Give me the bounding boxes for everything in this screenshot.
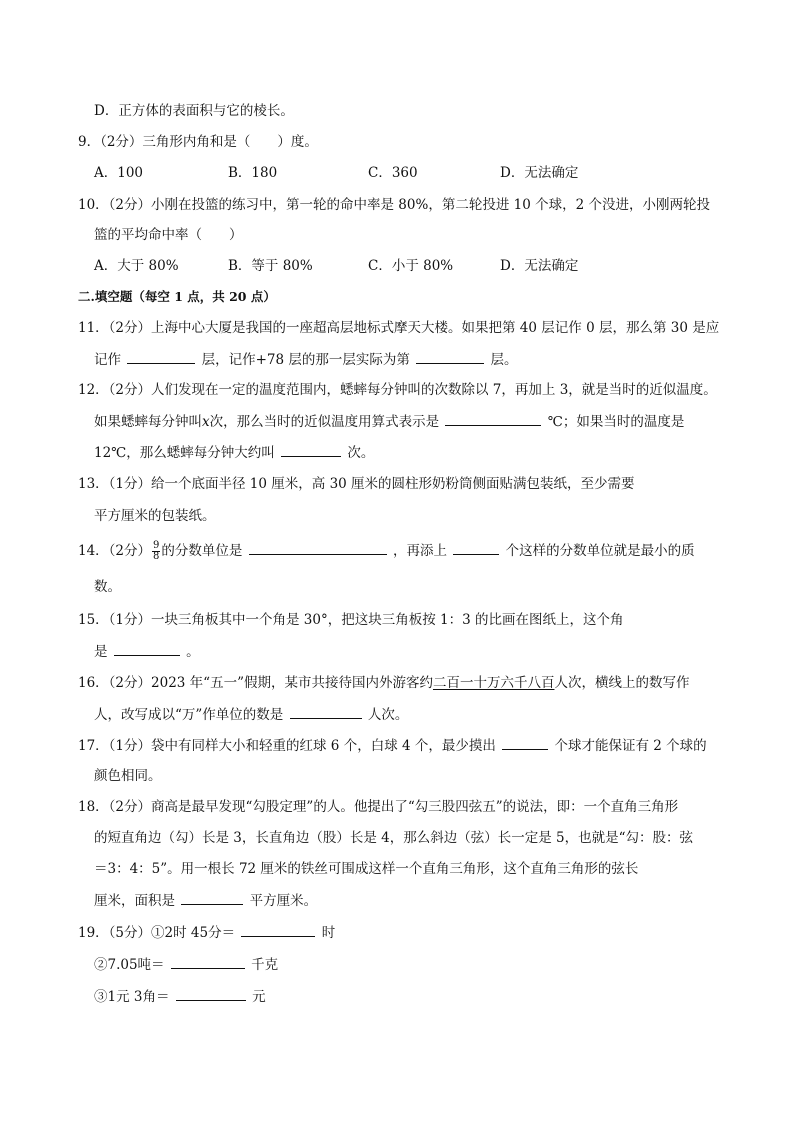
q16-text-d: 人次。 [367, 707, 409, 723]
q15-line1: 15．（1分）一块三角板其中一个角是 30°，把这块三角板按 1：3 的比画在图纸上，这个角 [78, 612, 624, 628]
q14-text-a: 的分数单位是 [161, 543, 243, 559]
q16-line1 [78, 673, 689, 693]
q12-line1: 12．（2分）人们发现在一定的温度范围内，蟋蟀每分钟叫的次数除以 7，再加上 3，就是当时的近似温度。 [78, 382, 717, 398]
q12-text-d: 12℃，那么蟋蟀每分钟大约叫 [94, 445, 275, 461]
q15-blank[interactable] [114, 641, 180, 656]
q17-text-b: 个球才能保证有 2 个球的 [554, 738, 707, 754]
q11-text-c: 层。 [490, 352, 518, 368]
q10-option-c: C．小于 80% [368, 258, 454, 274]
q19-item2-unit: 千克 [251, 957, 279, 973]
q19-line2 [94, 954, 278, 975]
q11-blank-2[interactable] [416, 349, 484, 364]
q12-text-a: 如果蟋蟀每分钟叫 [94, 414, 202, 430]
fraction [152, 541, 160, 562]
section-title: 二.填空题（每空 1 点，共 20 点） [78, 289, 276, 304]
q17-text-a: 17．（1分）袋中有同样大小和轻重的红球 6 个，白球 4 个，最少摸出 [78, 738, 496, 754]
q16-line2 [94, 704, 408, 725]
q12-line2 [94, 411, 684, 432]
q9-option-c: C．360 [368, 165, 418, 181]
q10-option-b: B．等于 80% [228, 258, 313, 274]
fraction-denominator: 8 [153, 551, 160, 562]
q18-line3: ＝3：4：5”。用一根长 72 厘米的铁丝可围成这样一个直角三角形，这个直角三角形的弦长 [94, 861, 639, 877]
q19-item1-text: ①2时 45分＝ [151, 925, 236, 941]
q10-option-a: A．大于 80% [94, 258, 179, 274]
q12-text-c: ℃；如果当时的温度是 [547, 414, 685, 430]
q17-line1 [78, 735, 707, 756]
q12-line3 [94, 442, 374, 463]
q11-blank-1[interactable] [127, 349, 195, 364]
q11-text-b: 层，记作+78 层的那一层实际为第 [201, 352, 410, 368]
q15-line2 [94, 641, 200, 662]
q14-blank-1[interactable] [249, 540, 387, 555]
q16-text-c: 人，改写成以“万”作单位的数是 [94, 707, 284, 723]
q12-variable: x [202, 414, 210, 430]
q9-option-a: A．100 [94, 165, 144, 181]
q12-text-e: 次。 [347, 445, 375, 461]
q19-blank-2[interactable] [171, 954, 245, 969]
q14-blank-2[interactable] [453, 540, 499, 555]
q10-line2: 篮的平均命中率（ ） [94, 227, 243, 243]
q19-line1 [78, 922, 335, 943]
q13-line2: 平方厘米的包装纸。 [94, 508, 216, 524]
q15-text-a: 是 [94, 644, 108, 660]
q18-text-a: 厘米，面积是 [94, 893, 175, 909]
q8-option-d: D．正方体的表面积与它的棱长。 [94, 103, 294, 119]
q18-line4 [94, 890, 317, 911]
q19-prefix: 19．（5分） [78, 925, 152, 941]
q10-option-d: D．无法确定 [500, 258, 579, 274]
q17-blank[interactable] [502, 735, 548, 750]
q18-line2: 的短直角边（勾）长是 3，长直角边（股）长是 4，那么斜边（弦）长一定是 5，也就是“勾：股：弦 [94, 830, 694, 846]
q18-blank[interactable] [181, 890, 243, 905]
q12-blank-2[interactable] [281, 442, 341, 457]
q19-item3-text: ③1元 3角＝ [94, 989, 170, 1005]
q13-line1: 13．（1分）给一个底面半径 10 厘米，高 30 厘米的圆柱形奶粉筒侧面贴满包装纸，至少需要 [78, 476, 635, 492]
q12-text-b: 次，那么当时的近似温度用算式表示是 [209, 414, 440, 430]
q11-line1: 11．（2分）上海中心大厦是我国的一座超高层地标式摩天大楼。如果把第 40 层记作 0 层，那么第 30 是应 [78, 320, 720, 336]
fraction-numerator: 9 [153, 540, 160, 551]
q18-line1: 18．（2分）商高是最早发现“勾股定理”的人。他提出了“勾三股四弦五”的说法，即：一个直角三角形 [78, 799, 679, 815]
q11-text-a: 记作 [94, 352, 121, 368]
q19-item2-text: ②7.05吨＝ [94, 957, 165, 973]
q18-text-b: 平方厘米。 [249, 893, 318, 909]
q14-line2: 数。 [94, 579, 121, 595]
q16-blank[interactable] [290, 704, 362, 719]
q17-line2: 颜色相同。 [94, 768, 162, 784]
q9-option-d: D．无法确定 [500, 165, 579, 181]
q11-line2 [94, 349, 517, 370]
q14-line1 [78, 540, 695, 562]
q9-stem: 9．（2分）三角形内角和是（ ）度。 [78, 134, 318, 150]
q19-item3-unit: 元 [252, 989, 266, 1005]
q14-text-c: 个这样的分数单位就是最小的质 [505, 543, 695, 559]
q10-line1: 10．（2分）小刚在投篮的练习中，第一轮的命中率是 80%，第二轮投进 10 个球，2 个没进，小刚两轮投 [78, 197, 710, 213]
q19-blank-3[interactable] [176, 986, 246, 1001]
q16-underlined-number: 二百一十万六千八百 [432, 675, 555, 691]
q16-text-a: 16．（2分）2023 年“五一”假期，某市共接待国内外游客约 [78, 675, 433, 691]
q19-line3 [94, 986, 266, 1007]
q19-blank-1[interactable] [241, 922, 315, 937]
q16-text-b: 人次，横线上的数写作 [554, 675, 690, 691]
q15-text-b: 。 [186, 644, 200, 660]
q14-text-b: ，再添上 [393, 543, 447, 559]
q19-item1-unit: 时 [321, 925, 336, 941]
q9-option-b: B．180 [228, 165, 278, 181]
q12-blank-1[interactable] [445, 411, 541, 426]
q14-prefix: 14．（2分） [78, 543, 152, 559]
